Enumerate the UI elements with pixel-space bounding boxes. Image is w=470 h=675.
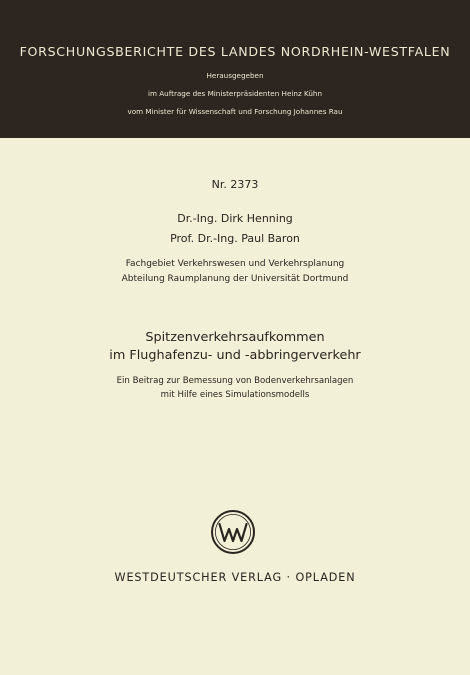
subtitle-line-1: Ein Beitrag zur Bemessung von Bodenverkehrsanlagen: [116, 376, 354, 386]
report-number: Nr. 2373: [211, 178, 259, 191]
subtitle-line-2: mit Hilfe eines Simulationsmodells: [160, 390, 310, 400]
title-line-2: im Flughafenzu- und -abbringerverkehr: [109, 348, 361, 363]
series-header: [0, 0, 470, 138]
series-title: FORSCHUNGSBERICHTE DES LANDES NORDRHEIN-WESTFALEN: [19, 44, 451, 59]
author-2: Prof. Dr.-Ing. Paul Baron: [170, 232, 300, 245]
institution-line-1: Fachgebiet Verkehrswesen und Verkehrsplanung: [125, 259, 345, 269]
editor-line-2: vom Minister für Wissenschaft und Forschung Johannes Rau: [127, 107, 343, 116]
editor-line-1: im Auftrage des Ministerpräsidenten Heinz Kühn: [147, 89, 323, 98]
wv-publisher-logo-icon: [210, 509, 256, 555]
publisher-name: WESTDEUTSCHER VERLAG · OPLADEN: [114, 571, 356, 584]
title-line-1: Spitzenverkehrsaufkommen: [145, 330, 325, 345]
author-1: Dr.-Ing. Dirk Henning: [177, 212, 293, 225]
institution-line-2: Abteilung Raumplanung der Universität Dortmund: [121, 274, 349, 284]
editor-label: Herausgegeben: [206, 71, 264, 80]
